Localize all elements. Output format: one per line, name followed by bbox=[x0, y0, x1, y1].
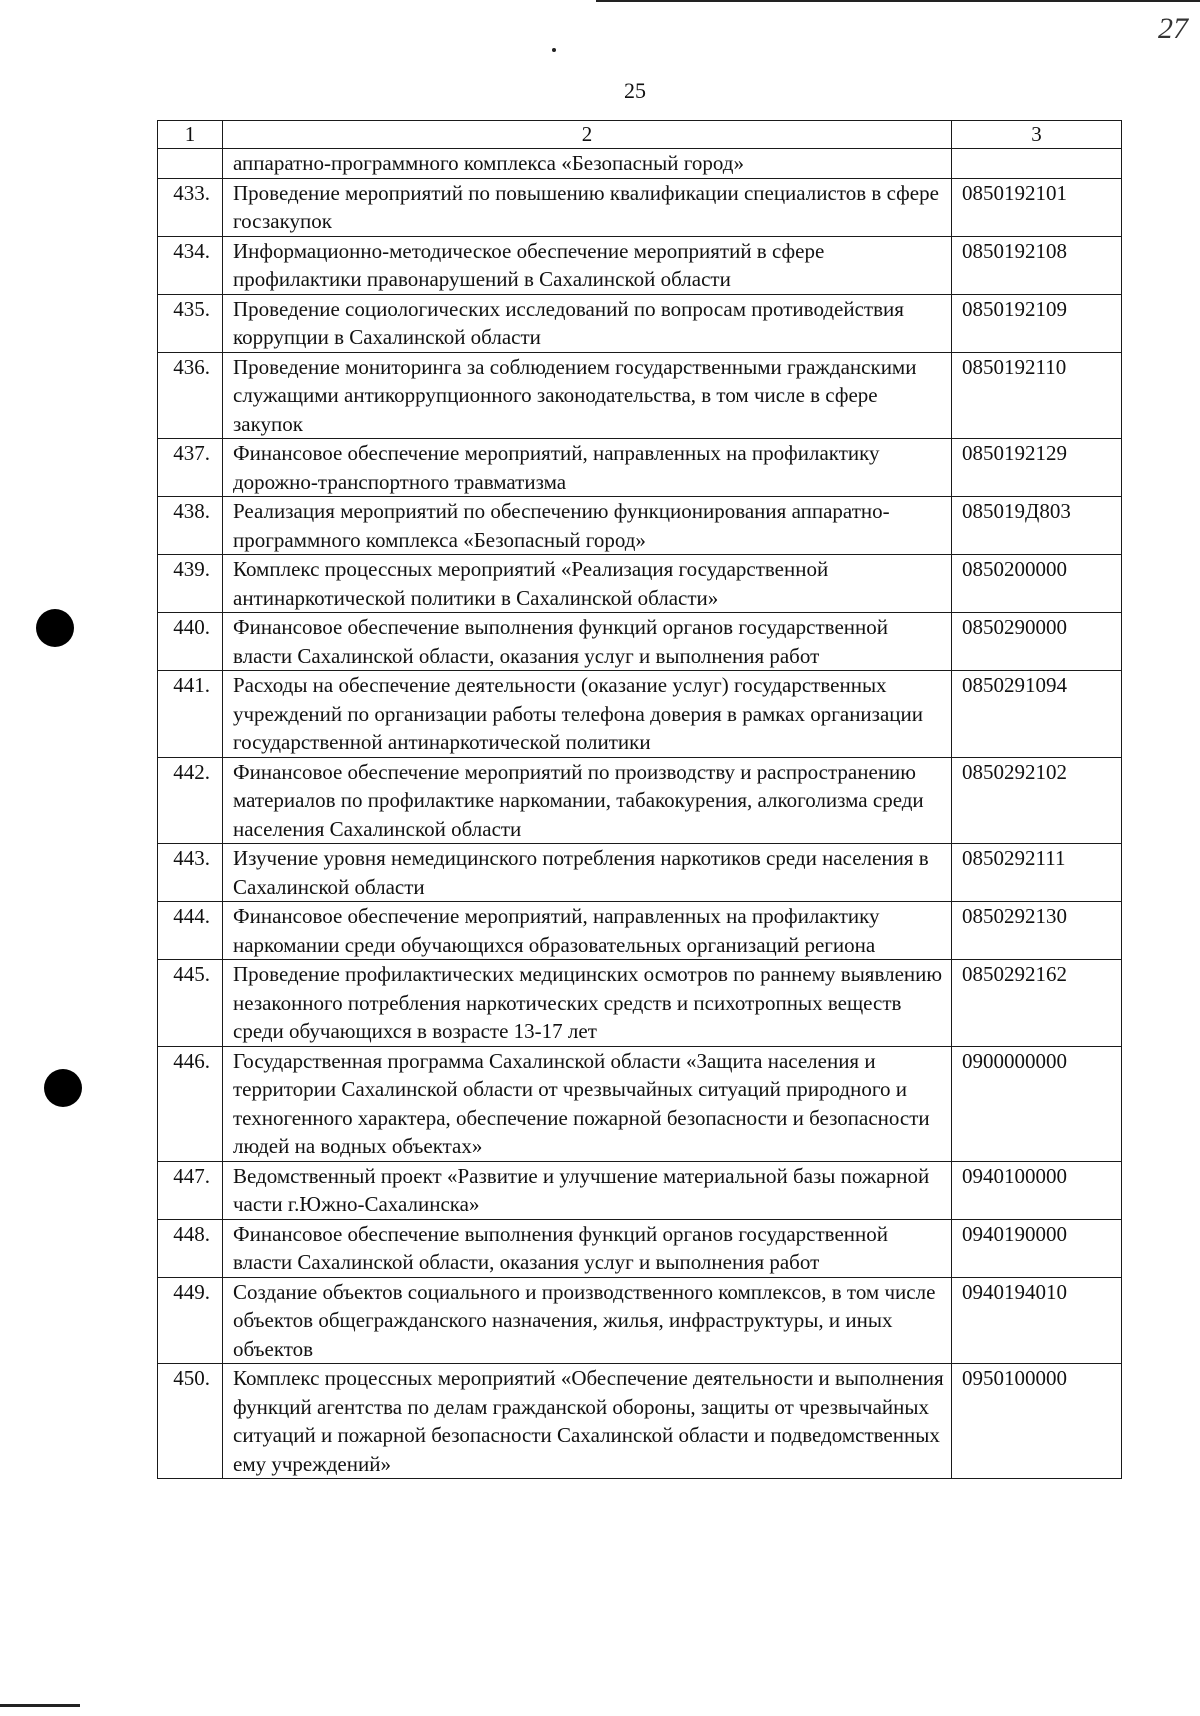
row-code-cell: 0850192108 bbox=[952, 236, 1122, 294]
row-name-cell: Финансовое обеспечение выполнения функций органов государственной власти Сахалинской области, оказания услуг и выполнения работ bbox=[223, 613, 952, 671]
corner-handwritten-mark: 27 bbox=[1158, 12, 1188, 45]
row-name-cell: Финансовое обеспечение мероприятий, направленных на профилактику дорожно-транспортного травматизма bbox=[223, 439, 952, 497]
table-row bbox=[158, 1277, 1122, 1364]
column-header-1: 1 bbox=[158, 121, 223, 149]
punch-hole bbox=[36, 609, 74, 647]
table-row bbox=[158, 178, 1122, 236]
row-number-cell: 444. bbox=[158, 902, 223, 960]
row-name-cell: аппаратно-программного комплекса «Безопасный город» bbox=[223, 149, 952, 179]
row-number-cell: 439. bbox=[158, 555, 223, 613]
scan-top-rule bbox=[596, 0, 1200, 2]
row-number-cell: 437. bbox=[158, 439, 223, 497]
row-code-cell: 0850292102 bbox=[952, 757, 1122, 844]
row-name-cell: Финансовое обеспечение мероприятий, направленных на профилактику наркомании среди обучающихся образовательных организаций региона bbox=[223, 902, 952, 960]
row-code-cell: 0940100000 bbox=[952, 1161, 1122, 1219]
row-name-cell: Расходы на обеспечение деятельности (оказание услуг) государственных учреждений по организации работы телефона доверия в рамках организации государственной антинаркотической политики bbox=[223, 671, 952, 758]
row-code-cell: 0940194010 bbox=[952, 1277, 1122, 1364]
row-name-cell: Финансовое обеспечение выполнения функций органов государственной власти Сахалинской области, оказания услуг и выполнения работ bbox=[223, 1219, 952, 1277]
row-name-cell: Создание объектов социального и производственного комплексов, в том числе объектов общегражданского назначения, жилья, инфраструктуры, и иных объектов bbox=[223, 1277, 952, 1364]
row-number-cell: 440. bbox=[158, 613, 223, 671]
punch-hole bbox=[44, 1069, 82, 1107]
table-row bbox=[158, 960, 1122, 1047]
row-code-cell bbox=[952, 149, 1122, 179]
row-name-cell: Изучение уровня немедицинского потребления наркотиков среди населения в Сахалинской области bbox=[223, 844, 952, 902]
row-name-cell: Проведение мониторинга за соблюдением государственными гражданскими служащими антикоррупционного законодательства, в том числе в сфере закупок bbox=[223, 352, 952, 439]
row-number-cell: 438. bbox=[158, 497, 223, 555]
row-code-cell: 0850192101 bbox=[952, 178, 1122, 236]
table-row bbox=[158, 671, 1122, 758]
table-row bbox=[158, 352, 1122, 439]
table-row bbox=[158, 902, 1122, 960]
table-row-continuation bbox=[158, 149, 1122, 179]
table-row bbox=[158, 555, 1122, 613]
row-name-cell: Проведение мероприятий по повышению квалификации специалистов в сфере госзакупок bbox=[223, 178, 952, 236]
row-name-cell: Государственная программа Сахалинской области «Защита населения и территории Сахалинской области от чрезвычайных ситуаций природного и техногенного характера, обеспечение пожарной безопасности и безопасности людей на водных объектах» bbox=[223, 1046, 952, 1161]
page-number: 25 bbox=[624, 78, 646, 103]
row-code-cell: 0850192109 bbox=[952, 294, 1122, 352]
row-number-cell: 441. bbox=[158, 671, 223, 758]
row-code-cell: 0940190000 bbox=[952, 1219, 1122, 1277]
row-code-cell: 0850192110 bbox=[952, 352, 1122, 439]
row-name-cell: Комплекс процессных мероприятий «Реализация государственной антинаркотической политики в Сахалинской области» bbox=[223, 555, 952, 613]
row-name-cell: Проведение социологических исследований по вопросам противодействия коррупции в Сахалинской области bbox=[223, 294, 952, 352]
column-header-3: 3 bbox=[952, 121, 1122, 149]
row-number-cell: 447. bbox=[158, 1161, 223, 1219]
row-name-cell: Ведомственный проект «Развитие и улучшение материальной базы пожарной части г.Южно-Сахалинска» bbox=[223, 1161, 952, 1219]
row-code-cell: 0850292111 bbox=[952, 844, 1122, 902]
table-row bbox=[158, 497, 1122, 555]
row-number-cell: 445. bbox=[158, 960, 223, 1047]
scan-bottom-rule bbox=[0, 1704, 80, 1707]
row-number-cell: 450. bbox=[158, 1364, 223, 1479]
budget-code-table bbox=[157, 120, 1122, 1479]
row-number-cell: 442. bbox=[158, 757, 223, 844]
row-code-cell: 0850292130 bbox=[952, 902, 1122, 960]
row-number-cell: 448. bbox=[158, 1219, 223, 1277]
row-number-cell: 446. bbox=[158, 1046, 223, 1161]
row-name-cell: Комплекс процессных мероприятий «Обеспечение деятельности и выполнения функций агентства по делам гражданской обороны, защиты от чрезвычайных ситуаций и пожарной безопасности Сахалинской области и подведомственных ему учреждений» bbox=[223, 1364, 952, 1479]
row-number-cell: 434. bbox=[158, 236, 223, 294]
row-code-cell: 0850200000 bbox=[952, 555, 1122, 613]
row-code-cell: 0950100000 bbox=[952, 1364, 1122, 1479]
row-code-cell: 0850292162 bbox=[952, 960, 1122, 1047]
table-row bbox=[158, 844, 1122, 902]
row-number-cell: 435. bbox=[158, 294, 223, 352]
row-code-cell: 0850192129 bbox=[952, 439, 1122, 497]
table-header-row bbox=[158, 121, 1122, 149]
row-code-cell: 0900000000 bbox=[952, 1046, 1122, 1161]
table-row bbox=[158, 1161, 1122, 1219]
row-number-cell bbox=[158, 149, 223, 179]
column-header-2: 2 bbox=[223, 121, 952, 149]
row-code-cell: 0850290000 bbox=[952, 613, 1122, 671]
table-row bbox=[158, 439, 1122, 497]
table-row bbox=[158, 236, 1122, 294]
table-row bbox=[158, 757, 1122, 844]
row-name-cell: Реализация мероприятий по обеспечению функционирования аппаратно-программного комплекса «Безопасный город» bbox=[223, 497, 952, 555]
table-row bbox=[158, 1364, 1122, 1479]
row-number-cell: 433. bbox=[158, 178, 223, 236]
row-name-cell: Проведение профилактических медицинских осмотров по раннему выявлению незаконного потребления наркотических средств и психотропных веществ среди обучающихся в возрасте 13-17 лет bbox=[223, 960, 952, 1047]
row-code-cell: 085019Д803 bbox=[952, 497, 1122, 555]
row-code-cell: 0850291094 bbox=[952, 671, 1122, 758]
table-row bbox=[158, 613, 1122, 671]
row-name-cell: Информационно-методическое обеспечение мероприятий в сфере профилактики правонарушений в Сахалинской области bbox=[223, 236, 952, 294]
row-number-cell: 443. bbox=[158, 844, 223, 902]
scan-speck bbox=[552, 48, 556, 52]
row-name-cell: Финансовое обеспечение мероприятий по производству и распространению материалов по профилактике наркомании, табакокурения, алкоголизма среди населения Сахалинской области bbox=[223, 757, 952, 844]
table-row bbox=[158, 1046, 1122, 1161]
row-number-cell: 449. bbox=[158, 1277, 223, 1364]
row-number-cell: 436. bbox=[158, 352, 223, 439]
table-row bbox=[158, 1219, 1122, 1277]
table-row bbox=[158, 294, 1122, 352]
